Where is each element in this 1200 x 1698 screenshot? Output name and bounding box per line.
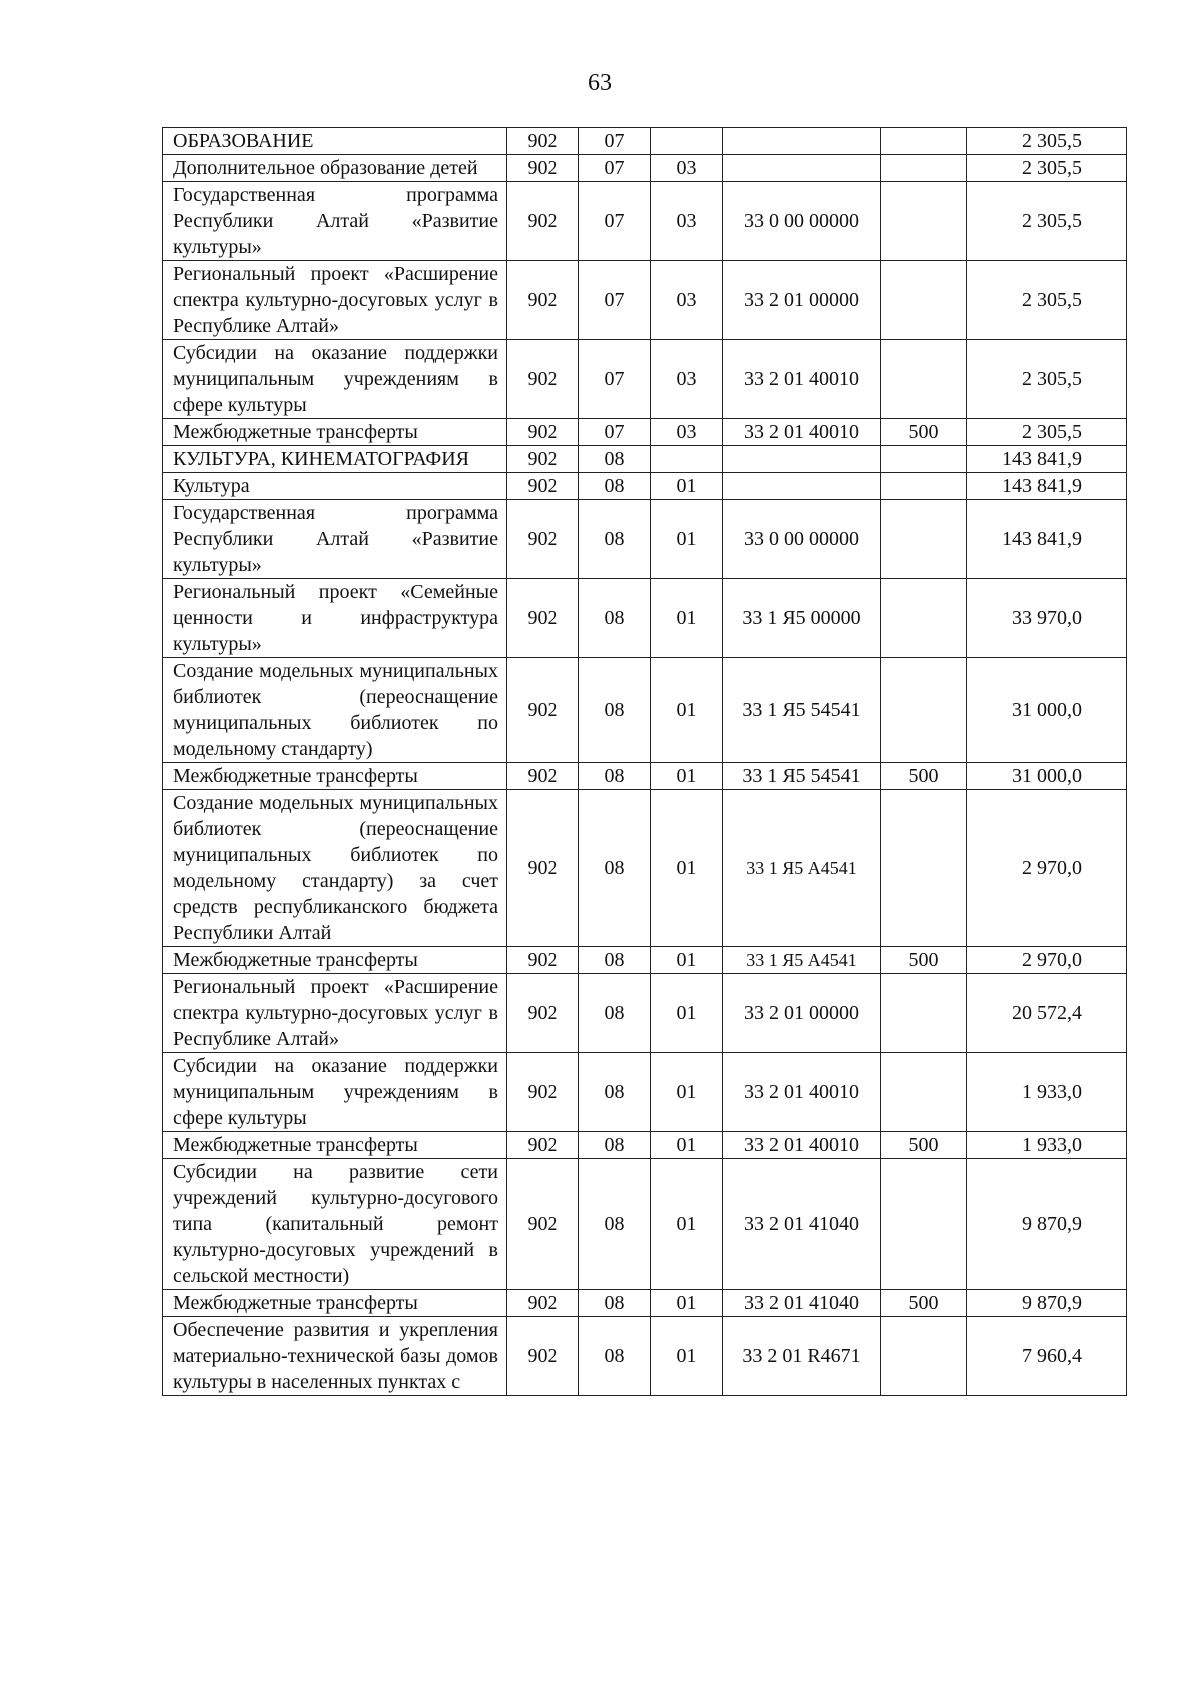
- subsection-code-cell: 01: [651, 790, 723, 947]
- target-article-cell: 33 2 01 41040: [723, 1290, 881, 1317]
- table-row: [163, 500, 1127, 579]
- grbs-code-cell: 902: [507, 1317, 579, 1396]
- subsection-code-cell: [651, 446, 723, 473]
- table-row: [163, 1132, 1127, 1159]
- target-article-cell: 33 2 01 40010: [723, 419, 881, 446]
- subsection-code-cell: 03: [651, 155, 723, 182]
- amount-cell: 2 305,5: [967, 261, 1127, 340]
- amount-cell: 31 000,0: [967, 658, 1127, 763]
- table-row: [163, 1053, 1127, 1132]
- table-row: [163, 763, 1127, 790]
- subsection-code-cell: 01: [651, 579, 723, 658]
- expense-type-cell: [881, 128, 967, 155]
- expense-type-cell: 500: [881, 1290, 967, 1317]
- table-row: [163, 790, 1127, 947]
- row-name-cell: Межбюджетные трансферты: [163, 763, 507, 790]
- row-name-cell: Субсидии на оказание поддержки муниципальным учреждениям в сфере культуры: [163, 340, 507, 419]
- amount-cell: 2 305,5: [967, 182, 1127, 261]
- grbs-code-cell: 902: [507, 790, 579, 947]
- target-article-cell: 33 2 01 R4671: [723, 1317, 881, 1396]
- subsection-code-cell: 01: [651, 763, 723, 790]
- amount-cell: 2 305,5: [967, 128, 1127, 155]
- amount-cell: 2 305,5: [967, 340, 1127, 419]
- page-number: 63: [588, 70, 612, 96]
- table-row: [163, 1290, 1127, 1317]
- section-code-cell: 07: [579, 261, 651, 340]
- row-name-cell: Региональный проект «Расширение спектра культурно-досуговых услуг в Республике Алтай»: [163, 261, 507, 340]
- grbs-code-cell: 902: [507, 261, 579, 340]
- expense-type-cell: [881, 1317, 967, 1396]
- amount-cell: 20 572,4: [967, 974, 1127, 1053]
- row-name-cell: ОБРАЗОВАНИЕ: [163, 128, 507, 155]
- grbs-code-cell: 902: [507, 128, 579, 155]
- section-code-cell: 08: [579, 974, 651, 1053]
- row-name-cell: Культура: [163, 473, 507, 500]
- section-code-cell: 07: [579, 182, 651, 261]
- row-name-cell: Субсидии на развитие сети учреждений культурно-досугового типа (капитальный ремонт культурно-досуговых учреждений в сельской местности): [163, 1159, 507, 1290]
- section-code-cell: 07: [579, 419, 651, 446]
- subsection-code-cell: 01: [651, 473, 723, 500]
- row-name-cell: Региональный проект «Расширение спектра культурно-досуговых услуг в Республике Алтай»: [163, 974, 507, 1053]
- expense-type-cell: [881, 974, 967, 1053]
- table-row: [163, 446, 1127, 473]
- amount-cell: 1 933,0: [967, 1132, 1127, 1159]
- amount-cell: 2 970,0: [967, 790, 1127, 947]
- amount-cell: 143 841,9: [967, 500, 1127, 579]
- grbs-code-cell: 902: [507, 947, 579, 974]
- target-article-cell: [723, 155, 881, 182]
- row-name-cell: Межбюджетные трансферты: [163, 419, 507, 446]
- budget-table: [162, 127, 1127, 1396]
- row-name-cell: Межбюджетные трансферты: [163, 1290, 507, 1317]
- subsection-code-cell: [651, 128, 723, 155]
- target-article-cell: 33 2 01 00000: [723, 261, 881, 340]
- target-article-cell: 33 2 01 41040: [723, 1159, 881, 1290]
- section-code-cell: 08: [579, 473, 651, 500]
- grbs-code-cell: 902: [507, 419, 579, 446]
- row-name-cell: Межбюджетные трансферты: [163, 947, 507, 974]
- grbs-code-cell: 902: [507, 974, 579, 1053]
- grbs-code-cell: 902: [507, 1159, 579, 1290]
- table-row: [163, 155, 1127, 182]
- expense-type-cell: [881, 1053, 967, 1132]
- section-code-cell: 08: [579, 1053, 651, 1132]
- target-article-cell: 33 2 01 40010: [723, 1053, 881, 1132]
- amount-cell: 31 000,0: [967, 763, 1127, 790]
- amount-cell: 2 305,5: [967, 419, 1127, 446]
- target-article-cell: [723, 128, 881, 155]
- amount-cell: 33 970,0: [967, 579, 1127, 658]
- expense-type-cell: [881, 473, 967, 500]
- section-code-cell: 08: [579, 947, 651, 974]
- target-article-cell: 33 2 01 40010: [723, 1132, 881, 1159]
- amount-cell: 7 960,4: [967, 1317, 1127, 1396]
- subsection-code-cell: 01: [651, 1159, 723, 1290]
- grbs-code-cell: 902: [507, 763, 579, 790]
- section-code-cell: 08: [579, 500, 651, 579]
- table-row: [163, 579, 1127, 658]
- amount-cell: 9 870,9: [967, 1290, 1127, 1317]
- target-article-cell: [723, 473, 881, 500]
- expense-type-cell: 500: [881, 763, 967, 790]
- subsection-code-cell: 01: [651, 500, 723, 579]
- target-article-cell: 33 1 Я5 54541: [723, 658, 881, 763]
- grbs-code-cell: 902: [507, 579, 579, 658]
- row-name-cell: Региональный проект «Семейные ценности и инфраструктура культуры»: [163, 579, 507, 658]
- section-code-cell: 08: [579, 1317, 651, 1396]
- grbs-code-cell: 902: [507, 446, 579, 473]
- grbs-code-cell: 902: [507, 500, 579, 579]
- amount-cell: 1 933,0: [967, 1053, 1127, 1132]
- subsection-code-cell: 01: [651, 947, 723, 974]
- section-code-cell: 08: [579, 763, 651, 790]
- subsection-code-cell: 01: [651, 658, 723, 763]
- subsection-code-cell: 01: [651, 974, 723, 1053]
- target-article-cell: 33 1 Я5 00000: [723, 579, 881, 658]
- expense-type-cell: [881, 155, 967, 182]
- target-article-cell: 33 0 00 00000: [723, 500, 881, 579]
- target-article-cell: 33 2 01 00000: [723, 974, 881, 1053]
- expense-type-cell: [881, 1159, 967, 1290]
- row-name-cell: Создание модельных муниципальных библиотек (переоснащение муниципальных библиотек по модельному стандарту): [163, 658, 507, 763]
- table-row: [163, 473, 1127, 500]
- section-code-cell: 08: [579, 1159, 651, 1290]
- section-code-cell: 07: [579, 128, 651, 155]
- table-row: [163, 974, 1127, 1053]
- amount-cell: 2 305,5: [967, 155, 1127, 182]
- expense-type-cell: [881, 790, 967, 947]
- row-name-cell: Обеспечение развития и укрепления материально-технической базы домов культуры в населенных пунктах с: [163, 1317, 507, 1396]
- target-article-cell: [723, 446, 881, 473]
- grbs-code-cell: 902: [507, 182, 579, 261]
- amount-cell: 143 841,9: [967, 473, 1127, 500]
- section-code-cell: 07: [579, 155, 651, 182]
- grbs-code-cell: 902: [507, 155, 579, 182]
- grbs-code-cell: 902: [507, 1053, 579, 1132]
- target-article-cell: 33 1 Я5 54541: [723, 763, 881, 790]
- row-name-cell: Межбюджетные трансферты: [163, 1132, 507, 1159]
- target-article-cell: 33 1 Я5 А4541: [723, 790, 881, 947]
- subsection-code-cell: 03: [651, 261, 723, 340]
- row-name-cell: КУЛЬТУРА, КИНЕМАТОГРАФИЯ: [163, 446, 507, 473]
- table-row: [163, 419, 1127, 446]
- grbs-code-cell: 902: [507, 1290, 579, 1317]
- section-code-cell: 08: [579, 446, 651, 473]
- expense-type-cell: 500: [881, 1132, 967, 1159]
- subsection-code-cell: 03: [651, 419, 723, 446]
- subsection-code-cell: 01: [651, 1053, 723, 1132]
- table-row: [163, 261, 1127, 340]
- table-row: [163, 340, 1127, 419]
- subsection-code-cell: 03: [651, 182, 723, 261]
- grbs-code-cell: 902: [507, 1132, 579, 1159]
- target-article-cell: 33 0 00 00000: [723, 182, 881, 261]
- row-name-cell: Государственная программа Республики Алтай «Развитие культуры»: [163, 182, 507, 261]
- expense-type-cell: 500: [881, 947, 967, 974]
- section-code-cell: 08: [579, 1290, 651, 1317]
- table-row: [163, 658, 1127, 763]
- amount-cell: 9 870,9: [967, 1159, 1127, 1290]
- grbs-code-cell: 902: [507, 473, 579, 500]
- subsection-code-cell: 01: [651, 1317, 723, 1396]
- subsection-code-cell: 01: [651, 1132, 723, 1159]
- subsection-code-cell: 01: [651, 1290, 723, 1317]
- section-code-cell: 08: [579, 579, 651, 658]
- grbs-code-cell: 902: [507, 658, 579, 763]
- section-code-cell: 08: [579, 790, 651, 947]
- expense-type-cell: [881, 446, 967, 473]
- expense-type-cell: [881, 182, 967, 261]
- expense-type-cell: [881, 261, 967, 340]
- target-article-cell: 33 1 Я5 А4541: [723, 947, 881, 974]
- section-code-cell: 08: [579, 1132, 651, 1159]
- amount-cell: 2 970,0: [967, 947, 1127, 974]
- grbs-code-cell: 902: [507, 340, 579, 419]
- budget-table-body: [163, 128, 1127, 1396]
- table-row: [163, 182, 1127, 261]
- expense-type-cell: 500: [881, 419, 967, 446]
- subsection-code-cell: 03: [651, 340, 723, 419]
- table-row: [163, 128, 1127, 155]
- section-code-cell: 07: [579, 340, 651, 419]
- expense-type-cell: [881, 658, 967, 763]
- target-article-cell: 33 2 01 40010: [723, 340, 881, 419]
- amount-cell: 143 841,9: [967, 446, 1127, 473]
- row-name-cell: Создание модельных муниципальных библиотек (переоснащение муниципальных библиотек по модельному стандарту) за счет средств республиканского бюджета Республики Алтай: [163, 790, 507, 947]
- section-code-cell: 08: [579, 658, 651, 763]
- row-name-cell: Государственная программа Республики Алтай «Развитие культуры»: [163, 500, 507, 579]
- row-name-cell: Дополнительное образование детей: [163, 155, 507, 182]
- table-row: [163, 1159, 1127, 1290]
- table-row: [163, 1317, 1127, 1396]
- row-name-cell: Субсидии на оказание поддержки муниципальным учреждениям в сфере культуры: [163, 1053, 507, 1132]
- expense-type-cell: [881, 579, 967, 658]
- expense-type-cell: [881, 340, 967, 419]
- expense-type-cell: [881, 500, 967, 579]
- table-row: [163, 947, 1127, 974]
